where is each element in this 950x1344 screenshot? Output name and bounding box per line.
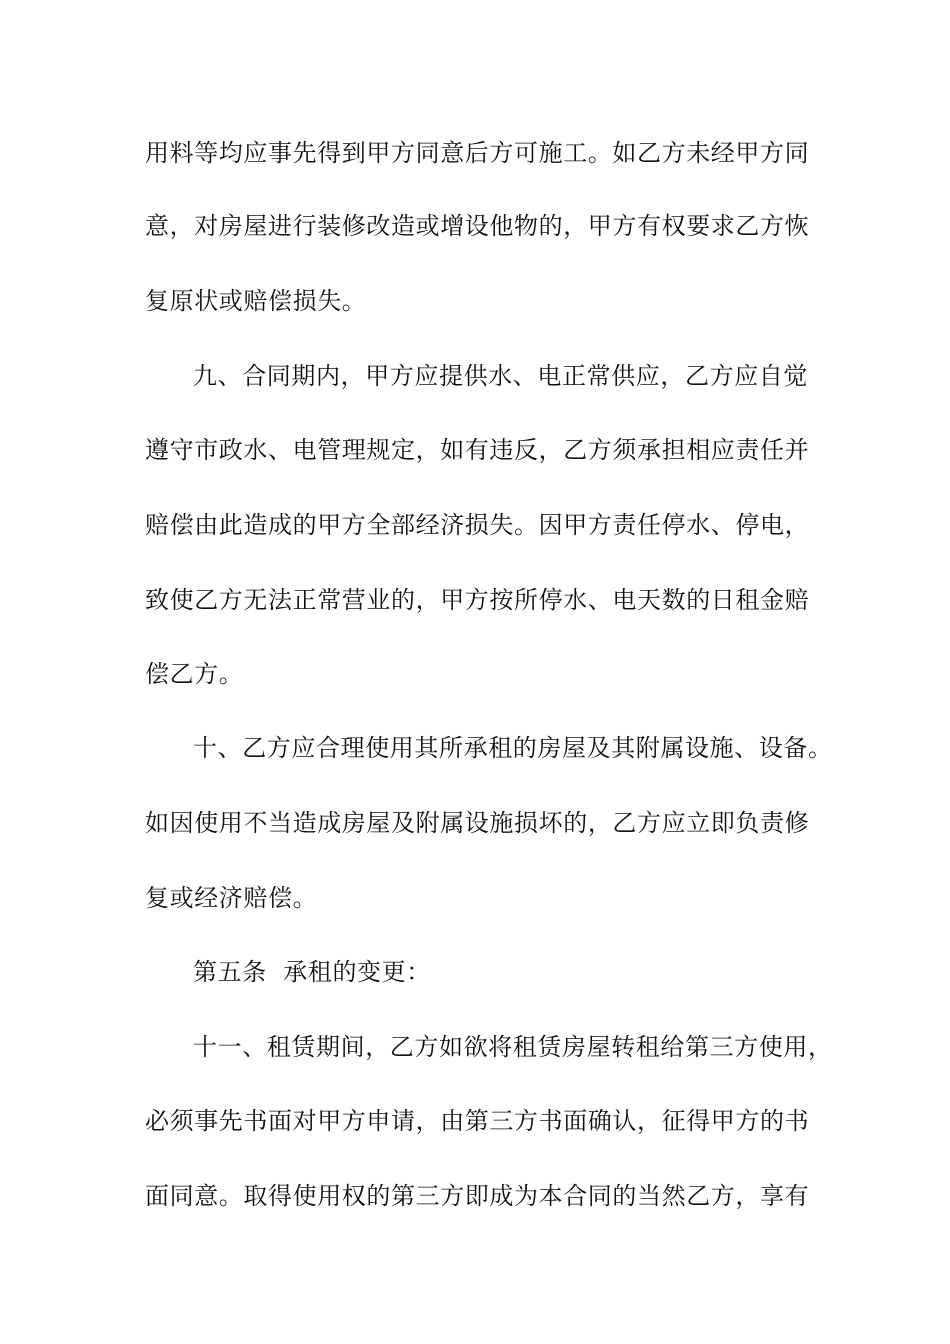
text-line: 如因使用不当造成房屋及附属设施损坏的，乙方应立即负责修 <box>145 809 810 837</box>
paragraph-start: 十一、租赁期间，乙方如欲将租赁房屋转租给第三方使用， <box>193 1033 833 1061</box>
text-line: 致使乙方无法正常营业的，甲方按所停水、电天数的日租金赔 <box>145 586 810 614</box>
text-line: 偿乙方。 <box>145 660 244 688</box>
paragraph-start: 九、合同期内，甲方应提供水、电正常供应，乙方应自觉 <box>193 362 808 390</box>
section-heading: 第五条 承租的变更： <box>193 958 431 986</box>
text-line: 意，对房屋进行装修改造或增设他物的，甲方有权要求乙方恢 <box>145 212 810 240</box>
text-line: 赔偿由此造成的甲方全部经济损失。因甲方责任停水、停电， <box>145 511 810 539</box>
text-line: 复原状或赔偿损失。 <box>145 287 367 315</box>
text-line: 面同意。取得使用权的第三方即成为本合同的当然乙方，享有 <box>145 1182 810 1210</box>
paragraph-start: 十、乙方应合理使用其所承租的房屋及其附属设施、设备。 <box>193 734 833 762</box>
text-line: 遵守市政水、电管理规定，如有违反，乙方须承担相应责任并 <box>145 436 810 464</box>
text-line: 用料等均应事先得到甲方同意后方可施工。如乙方未经甲方同 <box>145 139 810 167</box>
text-line: 必须事先书面对甲方申请，由第三方书面确认，征得甲方的书 <box>145 1107 810 1135</box>
text-line: 复或经济赔偿。 <box>145 884 318 912</box>
